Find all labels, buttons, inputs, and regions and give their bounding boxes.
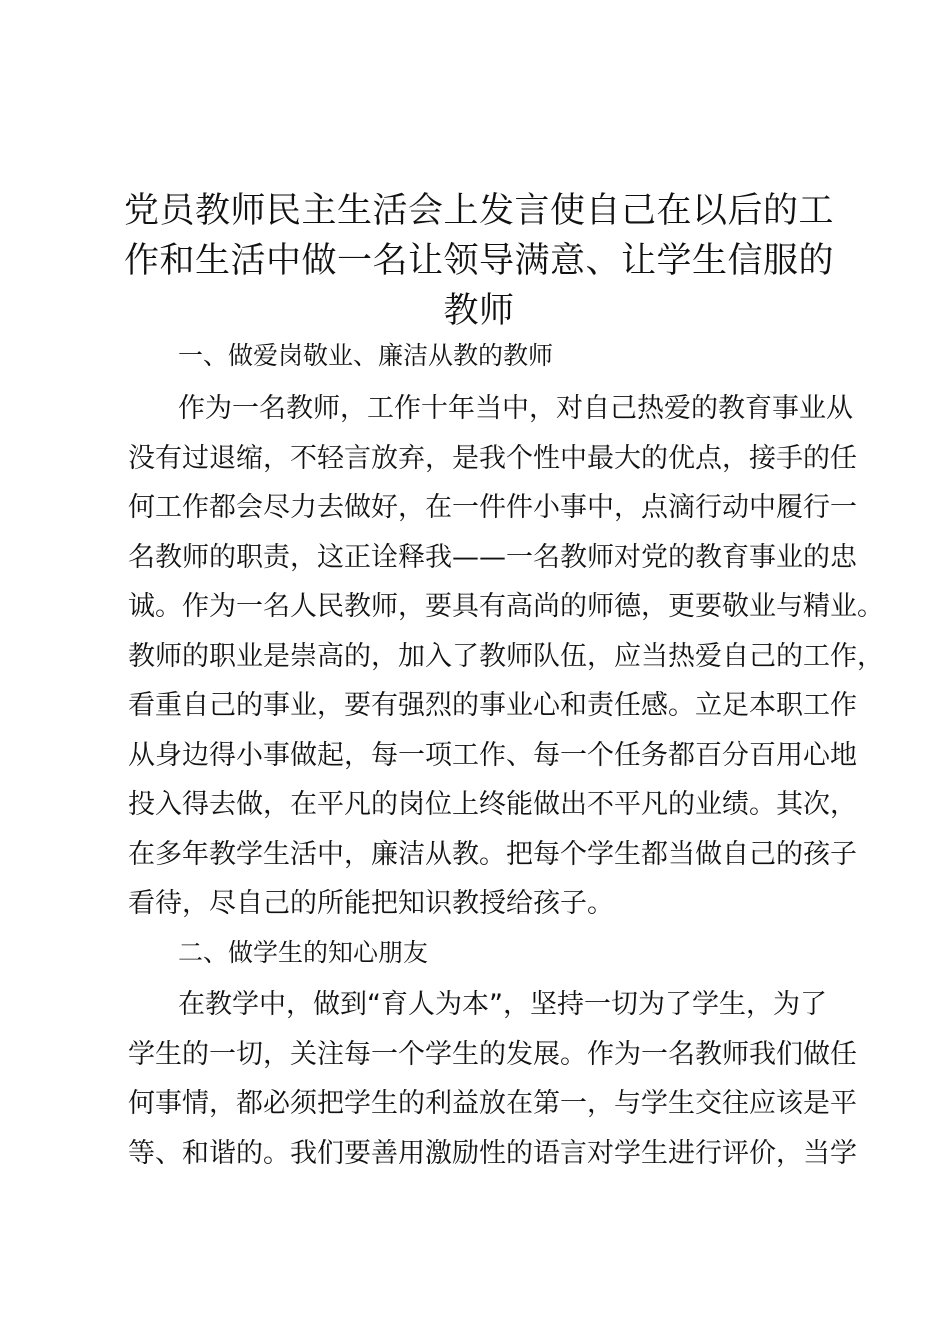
section-heading-1: 一、做爱岗敬业、廉洁从教的教师 — [178, 341, 554, 370]
paragraph-line: 等、和谐的。我们要善用激励性的语言对学生进行评价，当学 — [128, 1137, 857, 1169]
paragraph-line: 在教学中，做到“育人为本”，坚持一切为了学生，为了 — [178, 989, 827, 1020]
document-title — [122, 186, 836, 336]
paragraph-line: 诚。作为一名人民教师，要具有高尚的师德，更要敬业与精业。 — [128, 591, 884, 622]
paragraph-line: 何事情，都必须把学生的利益放在第一，与学生交往应该是平 — [128, 1088, 857, 1119]
paragraph-line: 没有过退缩，不轻言放弃，是我个性中最大的优点，接手的任 — [128, 442, 857, 474]
paragraph-line: 名教师的职责，这正诠释我——一名教师对党的教育事业的忠 — [128, 541, 857, 573]
paragraph-line: 在多年教学生活中，廉洁从教。把每个学生都当做自己的孩子 — [128, 838, 857, 870]
paragraph-line: 作为一名教师，工作十年当中，对自己热爱的教育事业从 — [178, 393, 853, 424]
paragraph-line: 看待，尽自己的所能把知识教授给孩子。 — [128, 888, 614, 919]
section-paragraph-2 — [128, 980, 857, 1178]
paragraph-line: 学生的一切，关注每一个学生的发展。作为一名教师我们做任 — [128, 1038, 857, 1070]
section-paragraph-1 — [128, 384, 884, 929]
title-line: 教师 — [443, 291, 515, 331]
paragraph-line: 从身边得小事做起，每一项工作、每一个任务都百分百用心地 — [128, 739, 857, 771]
paragraph-line: 看重自己的事业，要有强烈的事业心和责任感。立足本职工作 — [128, 690, 857, 721]
title-line: 党员教师民主生活会上发言使自己在以后的工 — [123, 191, 834, 231]
section-heading-2: 二、做学生的知心朋友 — [178, 938, 429, 967]
paragraph-line: 投入得去做，在平凡的岗位上终能做出不平凡的业绩。其次， — [128, 789, 857, 820]
paragraph-line: 教师的职业是崇高的，加入了教师队伍，应当热爱自己的工作， — [128, 640, 884, 672]
title-line: 作和生活中做一名让领导满意、让学生信服的 — [123, 241, 834, 281]
paragraph-line: 何工作都会尽力去做好，在一件件小事中，点滴行动中履行一 — [128, 492, 857, 523]
